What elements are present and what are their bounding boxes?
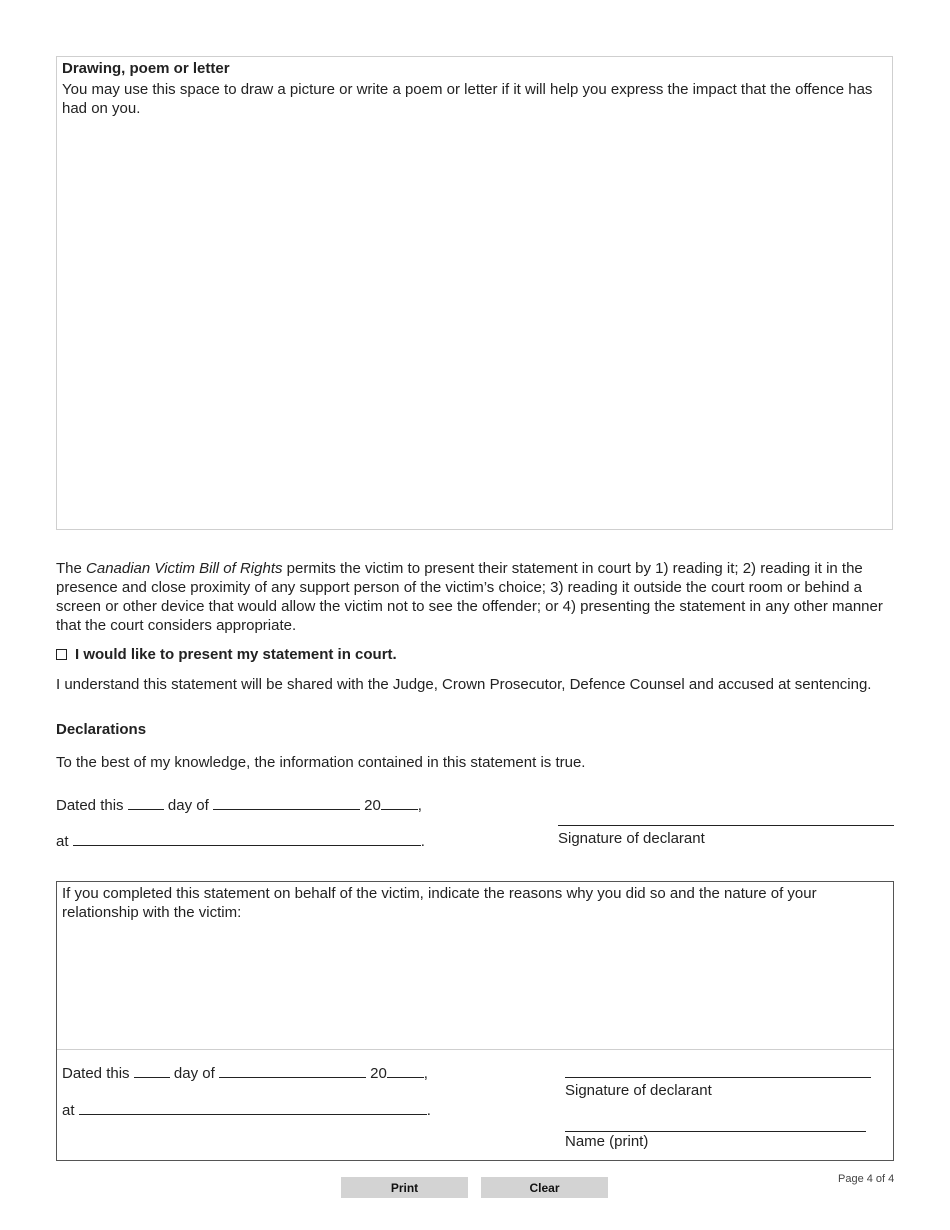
behalf-day-field[interactable] — [134, 1063, 170, 1078]
understand-statement: I understand this statement will be shared with the Judge, Crown Prosecutor, Defence Counsel and accused at sentencing. — [56, 676, 872, 693]
declarations-heading: Declarations — [56, 721, 147, 738]
signature-line[interactable] — [558, 825, 894, 826]
behalf-at-label: at — [62, 1102, 75, 1119]
behalf-location-row — [62, 1100, 431, 1120]
at-label: at — [56, 833, 69, 850]
behalf-signature-label: Signature of declarant — [565, 1082, 712, 1099]
on-behalf-instructions: If you completed this statement on behalf of the victim, indicate the reasons why you did so and the nature of your relationship with the victim: — [62, 885, 817, 921]
behalf-month-field[interactable] — [219, 1063, 366, 1078]
declaration-location-row — [56, 831, 425, 851]
behalf-year-prefix: 20 — [370, 1065, 387, 1082]
rights-text: permits the victim to present their statement in court by 1) reading it; 2) reading it in the presence and close proximity of any support person of the victim’s choice; 3) reading it outside the court room or behind a screen or other device that would allow the victim not to see the offender; or 4) presenting the statement in any other manner that the court considers appropriate. — [56, 560, 883, 634]
present-in-court-label: I would like to present my statement in court. — [75, 646, 397, 663]
signature-label: Signature of declarant — [558, 830, 705, 847]
declarations-text: To the best of my knowledge, the information contained in this statement is true. — [56, 754, 586, 771]
rights-prefix: The — [56, 560, 87, 577]
behalf-year-field[interactable] — [387, 1063, 424, 1078]
day-of-label: day of — [167, 797, 209, 814]
behalf-date-comma: , — [423, 1065, 428, 1082]
month-field[interactable] — [213, 795, 360, 810]
behalf-location-field[interactable] — [79, 1100, 427, 1115]
behalf-signature-line[interactable] — [565, 1077, 871, 1078]
day-field[interactable] — [128, 795, 164, 810]
location-field[interactable] — [73, 831, 421, 846]
dated-this-label: Dated this — [56, 797, 124, 814]
drawing-title: Drawing, poem or letter — [62, 60, 230, 77]
behalf-location-period: . — [426, 1102, 431, 1119]
page-number: Page 4 of 4 — [838, 1173, 895, 1185]
year-field[interactable] — [381, 795, 418, 810]
present-in-court-row — [56, 645, 397, 664]
name-print-label: Name (print) — [565, 1133, 649, 1150]
clear-button[interactable]: Clear — [481, 1177, 608, 1198]
behalf-day-of-label: day of — [173, 1065, 215, 1082]
year-prefix: 20 — [364, 797, 381, 814]
drawing-description: You may use this space to draw a picture or write a poem or letter if it will help you express the impact that the offence has had on you. — [62, 81, 873, 117]
behalf-date-row — [62, 1063, 428, 1083]
drawing-area[interactable] — [56, 56, 893, 530]
location-period: . — [420, 833, 425, 850]
victim-rights-paragraph — [56, 559, 896, 635]
declaration-date-row — [56, 795, 422, 815]
behalf-dated-this-label: Dated this — [62, 1065, 130, 1082]
date-comma: , — [417, 797, 422, 814]
print-button[interactable]: Print — [341, 1177, 468, 1198]
on-behalf-divider — [57, 1049, 893, 1050]
present-in-court-checkbox[interactable] — [56, 649, 67, 660]
rights-act-title: Canadian Victim Bill of Rights — [86, 560, 283, 577]
